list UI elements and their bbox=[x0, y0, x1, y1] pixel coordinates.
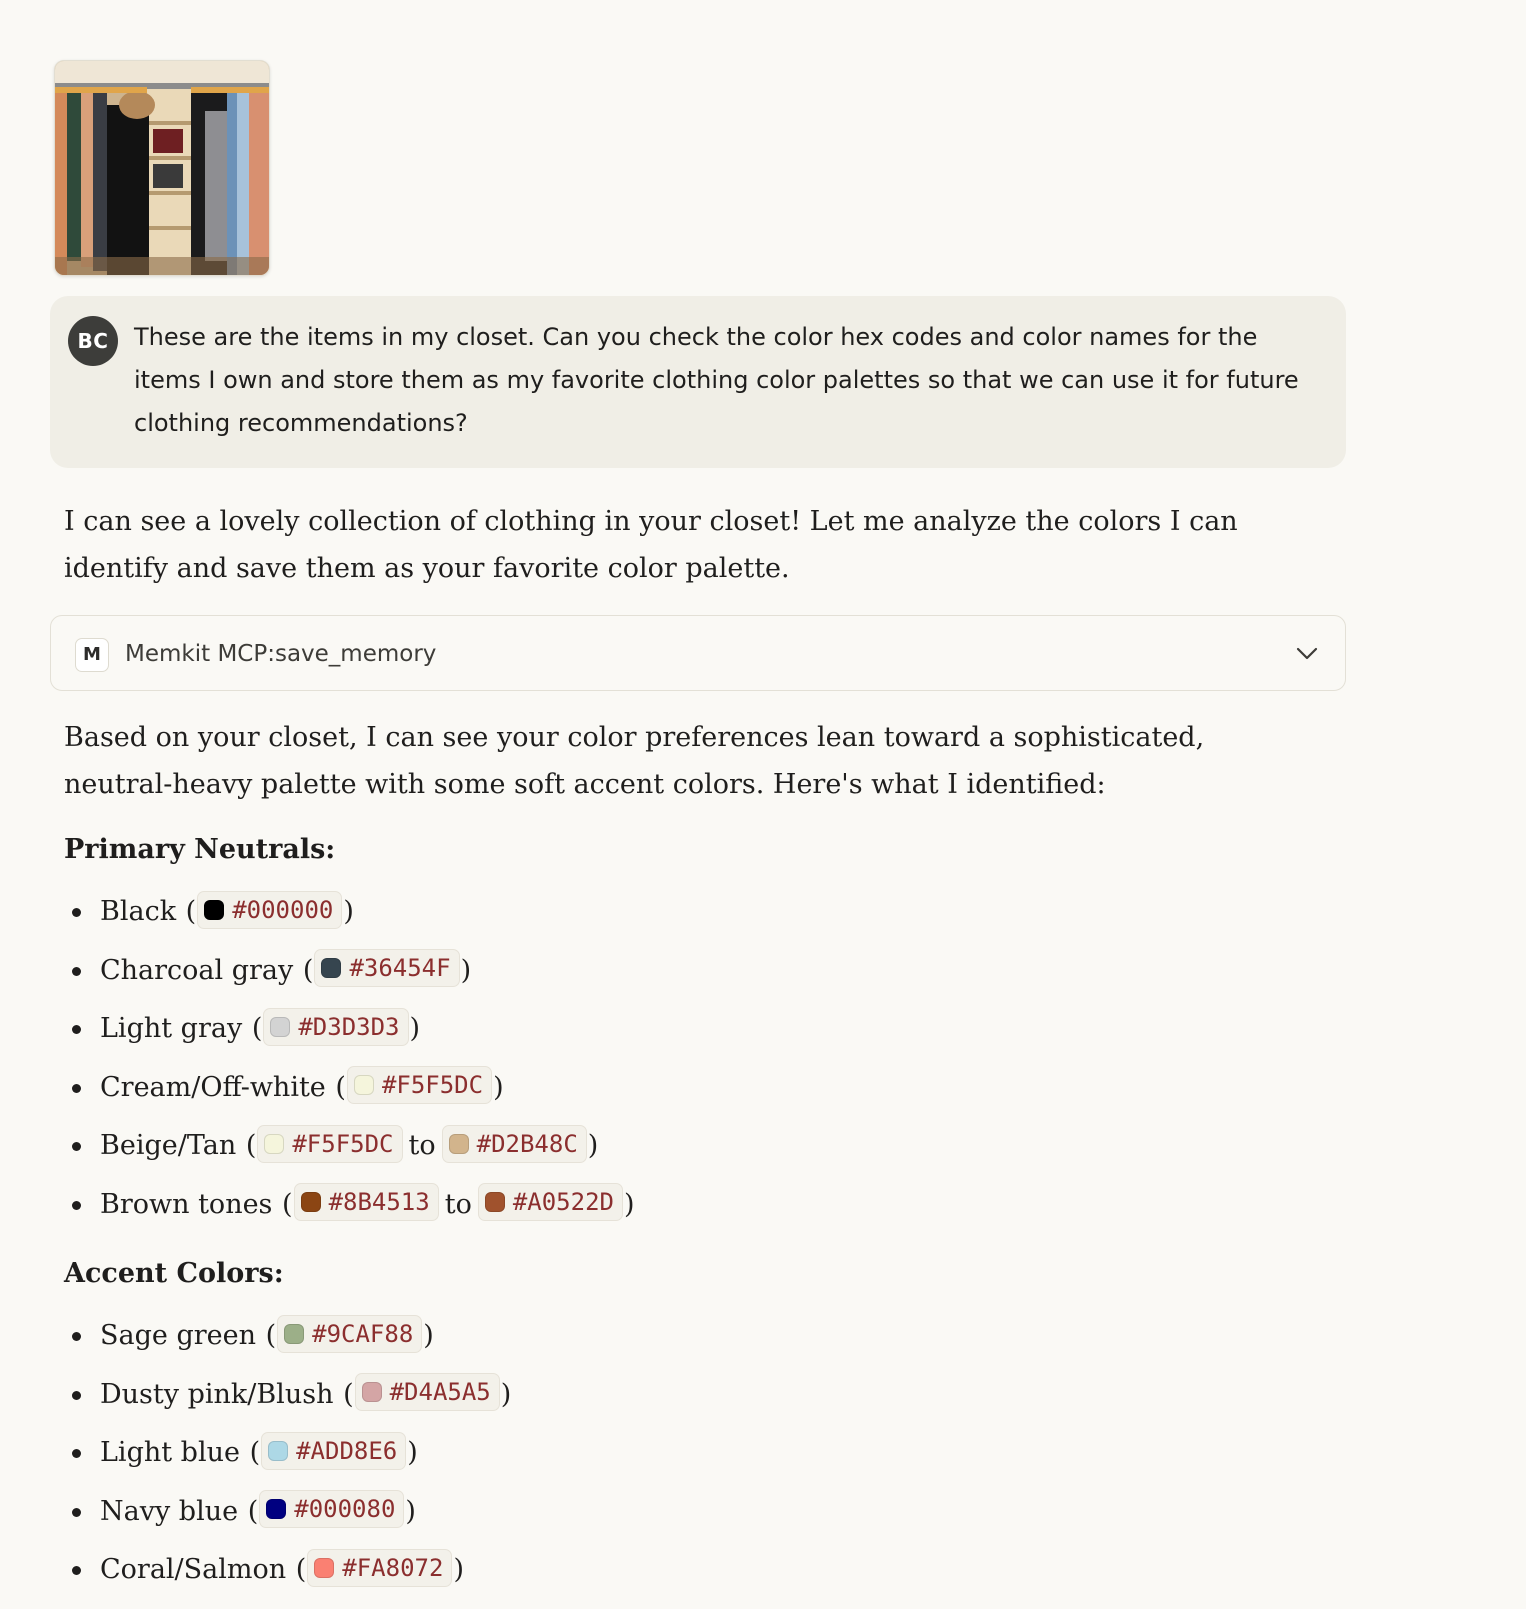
color-name: Coral/Salmon bbox=[100, 1554, 287, 1585]
color-swatch-icon bbox=[264, 1134, 284, 1154]
hex-code: #A0522D bbox=[512, 1188, 614, 1216]
range-joiner: to bbox=[444, 1188, 472, 1220]
color-swatch-icon bbox=[270, 1017, 290, 1037]
hex-code: #36454F bbox=[349, 954, 451, 982]
color-list-item bbox=[64, 1316, 512, 1375]
hex-code: #F5F5DC bbox=[292, 1129, 394, 1158]
color-list-item bbox=[64, 1492, 512, 1551]
bullet-icon bbox=[72, 1449, 81, 1458]
color-hex-chip bbox=[261, 1432, 406, 1470]
color-name: Beige/Tan bbox=[100, 1130, 237, 1161]
open-paren: ( bbox=[249, 1437, 261, 1468]
close-paren: ) bbox=[587, 1130, 599, 1161]
close-paren: ) bbox=[493, 1071, 504, 1103]
color-swatch-icon bbox=[321, 958, 341, 978]
color-swatch-icon bbox=[362, 1382, 382, 1402]
color-hex-chip bbox=[347, 1066, 492, 1104]
bullet-icon bbox=[72, 1201, 81, 1210]
close-paren: ) bbox=[407, 1437, 418, 1468]
range-joiner: to bbox=[408, 1130, 436, 1161]
open-paren: ( bbox=[185, 896, 197, 927]
color-list-item bbox=[64, 1185, 636, 1244]
primary-neutrals-list bbox=[64, 892, 636, 1243]
open-paren: ( bbox=[247, 1495, 259, 1527]
open-paren: ( bbox=[335, 1071, 346, 1103]
color-list-item bbox=[64, 1433, 512, 1492]
color-name: Navy blue bbox=[100, 1495, 239, 1527]
close-paren: ) bbox=[460, 954, 472, 986]
color-name: Brown tones bbox=[100, 1188, 273, 1220]
color-hex-chip bbox=[307, 1549, 452, 1587]
user-message-bubble bbox=[50, 296, 1346, 468]
closet-photo-attachment[interactable] bbox=[54, 60, 270, 276]
close-paren: ) bbox=[405, 1495, 416, 1527]
color-hex-chip bbox=[314, 949, 459, 987]
open-paren: ( bbox=[282, 1188, 293, 1220]
hex-code: #000080 bbox=[294, 1495, 396, 1523]
close-paren: ) bbox=[500, 1378, 512, 1410]
open-paren: ( bbox=[295, 1554, 307, 1585]
color-hex-chip bbox=[257, 1125, 402, 1163]
color-name: Light gray bbox=[100, 1013, 243, 1044]
color-swatch-icon bbox=[301, 1192, 321, 1212]
close-paren: ) bbox=[343, 896, 354, 927]
color-hex-chip bbox=[478, 1183, 623, 1221]
hex-code: #9CAF88 bbox=[312, 1319, 414, 1348]
open-paren: ( bbox=[245, 1130, 257, 1161]
primary-neutrals-heading: Primary Neutrals: bbox=[64, 834, 336, 865]
hex-code: #000000 bbox=[232, 895, 334, 924]
color-swatch-icon bbox=[485, 1192, 505, 1212]
tool-call-card[interactable] bbox=[50, 615, 1346, 691]
color-name: Sage green bbox=[100, 1320, 256, 1351]
hex-code: #FA8072 bbox=[342, 1553, 444, 1582]
hex-code: #D4A5A5 bbox=[389, 1378, 491, 1406]
bullet-icon bbox=[72, 1025, 81, 1034]
hex-code: #8B4513 bbox=[328, 1188, 430, 1216]
color-swatch-icon bbox=[268, 1441, 288, 1461]
color-swatch-icon bbox=[284, 1324, 304, 1344]
closet-photo-image bbox=[55, 61, 269, 275]
color-hex-chip bbox=[355, 1373, 500, 1411]
color-swatch-icon bbox=[449, 1134, 469, 1154]
bullet-icon bbox=[72, 1332, 81, 1341]
color-hex-chip bbox=[197, 891, 342, 929]
color-list-item bbox=[64, 1009, 636, 1068]
close-paren: ) bbox=[453, 1554, 464, 1585]
color-name: Cream/Off-white bbox=[100, 1071, 326, 1103]
bullet-icon bbox=[72, 1391, 81, 1400]
hex-code: #D3D3D3 bbox=[298, 1012, 400, 1041]
hex-code: #ADD8E6 bbox=[296, 1436, 398, 1465]
memkit-logo-icon: M bbox=[75, 638, 109, 672]
color-swatch-icon bbox=[266, 1499, 286, 1519]
hex-code: #D2B48C bbox=[476, 1129, 578, 1158]
color-hex-chip bbox=[259, 1490, 404, 1528]
chevron-down-icon[interactable] bbox=[1291, 638, 1323, 670]
bullet-icon bbox=[72, 967, 81, 976]
tool-call-label: Memkit MCP:save_memory bbox=[125, 641, 437, 667]
color-swatch-icon bbox=[354, 1075, 374, 1095]
color-list-item bbox=[64, 1068, 636, 1127]
color-swatch-icon bbox=[314, 1558, 334, 1578]
bullet-icon bbox=[72, 1508, 81, 1517]
color-name: Black bbox=[100, 896, 177, 927]
color-list-item bbox=[64, 1126, 636, 1185]
hex-code: #F5F5DC bbox=[381, 1071, 484, 1099]
close-paren: ) bbox=[623, 1188, 635, 1220]
color-list-item bbox=[64, 892, 636, 951]
close-paren: ) bbox=[423, 1320, 434, 1351]
color-hex-chip bbox=[263, 1008, 408, 1046]
assistant-intro-text: I can see a lovely collection of clothing in your closet! Let me analyze the colors I can identify and save them as your favorite color palette. bbox=[64, 506, 1238, 584]
color-hex-chip bbox=[294, 1183, 439, 1221]
accent-colors-heading: Accent Colors: bbox=[64, 1258, 284, 1289]
open-paren: ( bbox=[302, 954, 314, 986]
color-hex-chip bbox=[277, 1315, 422, 1353]
assistant-analysis-text: Based on your closet, I can see your color preferences lean toward a sophisticated, neutral-heavy palette with some soft accent colors. Here's what I identified: bbox=[64, 722, 1205, 800]
color-swatch-icon bbox=[204, 900, 224, 920]
open-paren: ( bbox=[265, 1320, 277, 1351]
open-paren: ( bbox=[251, 1013, 263, 1044]
user-avatar: BC bbox=[68, 316, 118, 366]
color-name: Charcoal gray bbox=[100, 954, 294, 986]
accent-colors-list bbox=[64, 1316, 512, 1609]
color-list-item bbox=[64, 1375, 512, 1434]
color-name: Light blue bbox=[100, 1437, 240, 1468]
color-list-item bbox=[64, 1550, 512, 1609]
color-hex-chip bbox=[442, 1125, 587, 1163]
open-paren: ( bbox=[343, 1378, 354, 1410]
user-message-text: These are the items in my closet. Can you check the color hex codes and color names for the items I own and store them as my favorite clothing color palettes so that we can use it for future clothing recommendations? bbox=[134, 323, 1299, 437]
color-name: Dusty pink/Blush bbox=[100, 1378, 334, 1410]
color-list-item bbox=[64, 951, 636, 1010]
close-paren: ) bbox=[409, 1013, 421, 1044]
bullet-icon bbox=[72, 1084, 81, 1093]
bullet-icon bbox=[72, 1566, 81, 1575]
bullet-icon bbox=[72, 1142, 81, 1151]
bullet-icon bbox=[72, 908, 81, 917]
